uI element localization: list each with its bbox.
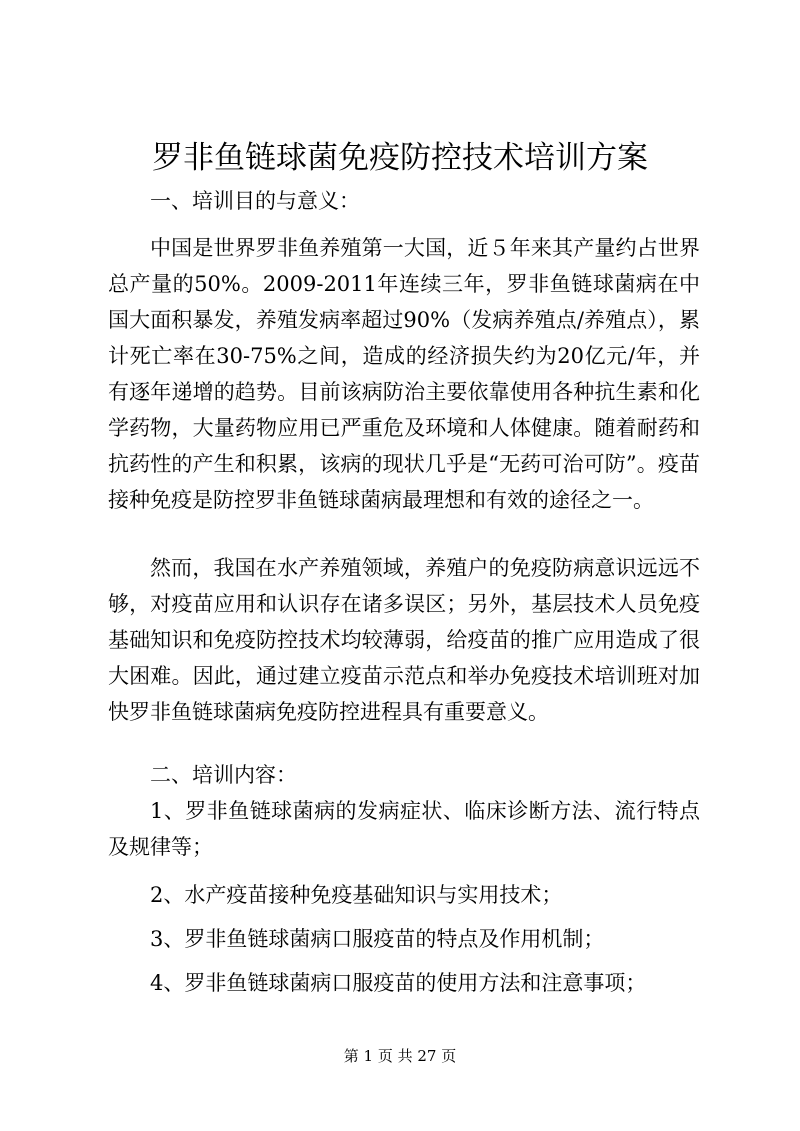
- section2-heading: 二、培训内容：: [150, 763, 297, 787]
- content-item-2: 2、水产疫苗接种免疫基础知识与实用技术；: [150, 883, 563, 907]
- section1-heading: 一、培训目的与意义：: [150, 189, 360, 213]
- content-item-4: 4、罗非鱼链球菌病口服疫苗的使用方法和注意事项；: [150, 971, 647, 995]
- paragraph-purpose: 中国是世界罗非鱼养殖第一大国，近５年来其产量约占世界总产量的50%。2009-2011年连续三年，罗非鱼链球菌病在中国大面积暴发，养殖发病率超过90%（发病养殖点/养殖点），累计死亡率在30-75%之间，造成的经济损失约为20亿元/年，并有逐年递增的趋势。目前该病防治主要依靠使用各种抗生素和化学药物，大量药物应用已严重危及环境和人体健康。随着耐药和抗药性的产生和积累，该病的现状几乎是“无药可治可防”。疫苗接种免疫是防控罗非鱼链球菌病最理想和有效的途径之一。: [108, 236, 700, 512]
- paragraph-problem: 然而，我国在水产养殖领域，养殖户的免疫防病意识远远不够，对疫苗应用和认识存在诸多误区；另外，基层技术人员免疫基础知识和免疫防控技术均较薄弱，给疫苗的推广应用造成了很大困难。因此，通过建立疫苗示范点和举办免疫技术培训班对加快罗非鱼链球菌病免疫防控进程具有重要意义。: [108, 556, 700, 724]
- document-title: 罗非鱼链球菌免疫防控技术培训方案: [152, 140, 648, 176]
- page-number-footer: 第 1 页 共 27 页: [343, 1047, 457, 1065]
- content-item-3: 3、罗非鱼链球菌病口服疫苗的特点及作用机制；: [150, 927, 605, 951]
- content-item-1: 1、罗非鱼链球菌病的发病症状、临床诊断方法、流行特点及规律等；: [108, 799, 700, 859]
